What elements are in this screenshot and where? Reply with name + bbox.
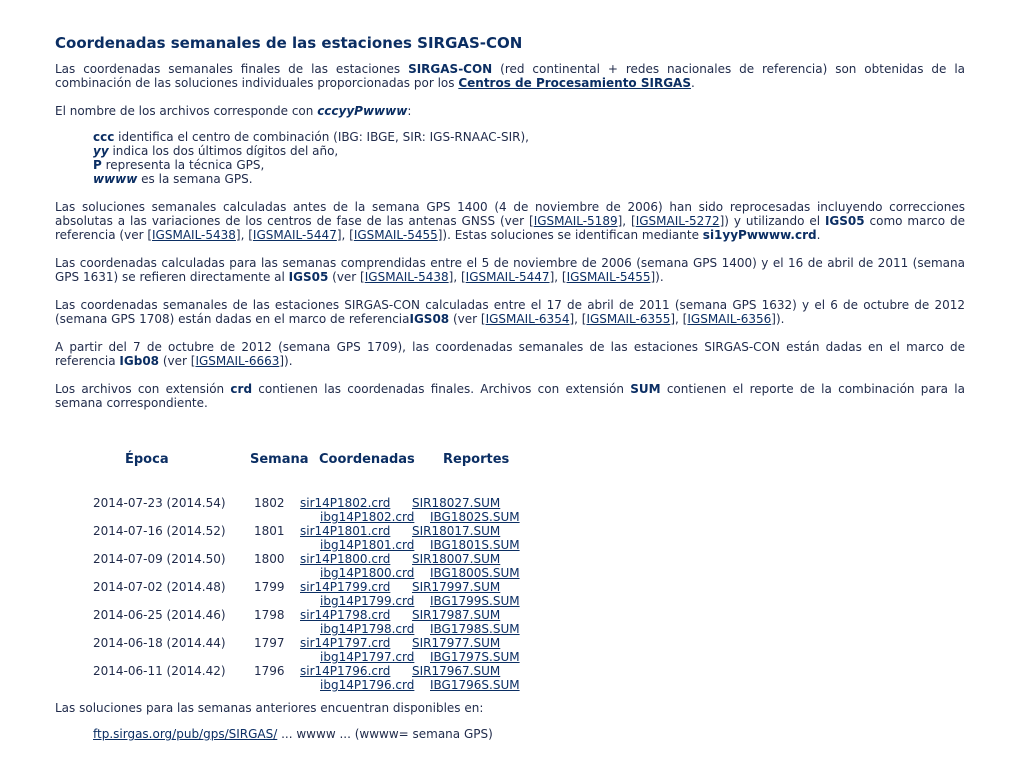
- sir-crd-link[interactable]: sir14P1797.crd: [300, 636, 391, 650]
- files-paragraph: Los archivos con extensión crd contienen las coordenadas finales. Archivos con extensión SUM contienen el reporte de la combinación para la semana correspondiente.: [55, 382, 965, 410]
- semana-cell: 1802: [254, 496, 285, 510]
- igsmail-5447-link[interactable]: IGSMAIL-5447: [252, 228, 337, 242]
- table-row: [55, 636, 655, 664]
- igsmail-6356-link[interactable]: IGSMAIL-6356: [687, 312, 772, 326]
- epoca-cell: 2014-07-09 (2014.50): [93, 552, 226, 566]
- igsmail-6355-link[interactable]: IGSMAIL-6355: [586, 312, 671, 326]
- igsmail-6663-link[interactable]: IGSMAIL-6663: [195, 354, 280, 368]
- igsmail-5455-link[interactable]: IGSMAIL-5455: [353, 228, 438, 242]
- sir-crd-link[interactable]: sir14P1802.crd: [300, 496, 391, 510]
- code-item: yy indica los dos últimos dígitos del año,: [93, 144, 339, 158]
- ibg-sum-link[interactable]: IBG1802S.SUM: [430, 510, 520, 524]
- reprocess-paragraph: Las soluciones semanales calculadas antes de la semana GPS 1400 (4 de noviembre de 2006) han sido reprocesadas incluyendo correcciones absolutas a las variaciones de los centros de fase de las antenas GNSS (ver [IGSMAIL-5189], [IGSMAIL-5272]) y utilizando el IGS05 como marco de referencia (ver [IGSMAIL-5438], [IGSMAIL-5447], [IGSMAIL-5455]). Estas soluciones se identifican mediante si1yyPwwww.crd.: [55, 200, 965, 242]
- igsmail-5447-link[interactable]: IGSMAIL-5447: [465, 270, 550, 284]
- ftp-suffix: ... wwww ... (wwww= semana GPS): [277, 727, 493, 741]
- semana-cell: 1799: [254, 580, 285, 594]
- page-title: Coordenadas semanales de las estaciones SIRGAS-CON: [55, 34, 523, 52]
- header-semana: Semana: [250, 452, 309, 467]
- sir-crd-link[interactable]: sir14P1796.crd: [300, 664, 391, 678]
- epoca-cell: 2014-07-02 (2014.48): [93, 580, 226, 594]
- igs08-paragraph: Las coordenadas semanales de las estaciones SIRGAS-CON calculadas entre el 17 de abril de 2011 (semana GPS 1632) y el 6 de octubre de 2012 (semana GPS 1708) están dadas en el marco de referenciaIGS08 (ver [IGSMAIL-6354], [IGSMAIL-6355], [IGSMAIL-6356]).: [55, 298, 965, 326]
- table-row: [55, 496, 655, 524]
- ibg-sum-link[interactable]: IBG1801S.SUM: [430, 538, 520, 552]
- semana-cell: 1801: [254, 524, 285, 538]
- epoca-cell: 2014-07-23 (2014.54): [93, 496, 226, 510]
- table-row: [55, 580, 655, 608]
- ibg-sum-link[interactable]: IBG1796S.SUM: [430, 678, 520, 692]
- table-row: [55, 552, 655, 580]
- ibg-crd-link[interactable]: ibg14P1798.crd: [320, 622, 415, 636]
- footer: [55, 701, 965, 741]
- ibg-sum-link[interactable]: IBG1799S.SUM: [430, 594, 520, 608]
- naming-paragraph: El nombre de los archivos corresponde con cccyyPwwww:: [55, 104, 412, 118]
- igsmail-5438-link[interactable]: IGSMAIL-5438: [364, 270, 449, 284]
- epoca-cell: 2014-07-16 (2014.52): [93, 524, 226, 538]
- content: [55, 34, 966, 741]
- sir-sum-link[interactable]: SIR18017.SUM: [412, 524, 501, 538]
- sir-sum-link[interactable]: SIR18007.SUM: [412, 552, 501, 566]
- ibg-crd-link[interactable]: ibg14P1797.crd: [320, 650, 415, 664]
- processing-centers-link[interactable]: Centros de Procesamiento SIRGAS: [458, 76, 691, 90]
- sir-crd-link[interactable]: sir14P1798.crd: [300, 608, 391, 622]
- sir-crd-link[interactable]: sir14P1801.crd: [300, 524, 391, 538]
- semana-cell: 1800: [254, 552, 285, 566]
- sir-crd-link[interactable]: sir14P1800.crd: [300, 552, 391, 566]
- ibg-crd-link[interactable]: ibg14P1796.crd: [320, 678, 415, 692]
- ibg-crd-link[interactable]: ibg14P1800.crd: [320, 566, 415, 580]
- igsmail-5189-link[interactable]: IGSMAIL-5189: [533, 214, 618, 228]
- ibg-sum-link[interactable]: IBG1798S.SUM: [430, 622, 520, 636]
- ftp-link[interactable]: ftp.sirgas.org/pub/gps/SIRGAS/: [93, 727, 278, 741]
- footer-text: Las soluciones para las semanas anteriores encuentran disponibles en:: [55, 701, 484, 715]
- naming-codes-list: [93, 130, 965, 186]
- header-coordenadas: Coordenadas: [319, 452, 415, 467]
- sir-sum-link[interactable]: SIR17987.SUM: [412, 608, 501, 622]
- igsmail-5272-link[interactable]: IGSMAIL-5272: [635, 214, 720, 228]
- ftp-line: [93, 727, 965, 741]
- code-item: wwww es la semana GPS.: [93, 172, 253, 186]
- igb08-paragraph: A partir del 7 de octubre de 2012 (semana GPS 1709), las coordenadas semanales de las estaciones SIRGAS-CON están dadas en el marco de referencia IGb08 (ver [IGSMAIL-6663]).: [55, 340, 965, 368]
- epoca-cell: 2014-06-25 (2014.46): [93, 608, 226, 622]
- code-item: P representa la técnica GPS,: [93, 158, 265, 172]
- sir-sum-link[interactable]: SIR17997.SUM: [412, 580, 501, 594]
- ibg-crd-link[interactable]: ibg14P1801.crd: [320, 538, 415, 552]
- igsmail-5438-link[interactable]: IGSMAIL-5438: [152, 228, 236, 242]
- ibg-crd-link[interactable]: ibg14P1799.crd: [320, 594, 415, 608]
- sir-sum-link[interactable]: SIR18027.SUM: [412, 496, 501, 510]
- header-reportes: Reportes: [443, 452, 510, 467]
- igs05-paragraph: Las coordenadas calculadas para las semanas comprendidas entre el 5 de noviembre de 2006 (semana GPS 1400) y el 16 de abril de 2011 (semana GPS 1631) se refieren directamente al IGS05 (ver [IGSMAIL-5438], [IGSMAIL-5447], [IGSMAIL-5455]).: [55, 256, 965, 284]
- epoca-cell: 2014-06-11 (2014.42): [93, 664, 226, 678]
- ibg-crd-link[interactable]: ibg14P1802.crd: [320, 510, 415, 524]
- ibg-sum-link[interactable]: IBG1800S.SUM: [430, 566, 520, 580]
- table-row: [55, 608, 655, 636]
- sir-sum-link[interactable]: SIR17967.SUM: [412, 664, 501, 678]
- header-epoca: Época: [125, 452, 169, 467]
- table-header: [55, 452, 655, 470]
- semana-cell: 1797: [254, 636, 285, 650]
- epoca-cell: 2014-06-18 (2014.44): [93, 636, 226, 650]
- table-row: [55, 524, 655, 552]
- igsmail-6354-link[interactable]: IGSMAIL-6354: [485, 312, 570, 326]
- sir-sum-link[interactable]: SIR17977.SUM: [412, 636, 501, 650]
- sir-crd-link[interactable]: sir14P1799.crd: [300, 580, 391, 594]
- semana-cell: 1796: [254, 664, 285, 678]
- ibg-sum-link[interactable]: IBG1797S.SUM: [430, 650, 520, 664]
- semana-cell: 1798: [254, 608, 285, 622]
- table-row: [55, 664, 655, 692]
- igsmail-5455-link[interactable]: IGSMAIL-5455: [566, 270, 651, 284]
- intro-paragraph: Las coordenadas semanales finales de las estaciones SIRGAS-CON (red continental + redes nacionales de referencia) son obtenidas de la combinación de las soluciones individuales proporcionadas por los Centros de Procesamiento SIRGAS.: [55, 62, 966, 90]
- code-item: ccc identifica el centro de combinación (IBG: IBGE, SIR: IGS-RNAAC-SIR),: [93, 130, 529, 144]
- table-body: [55, 496, 655, 692]
